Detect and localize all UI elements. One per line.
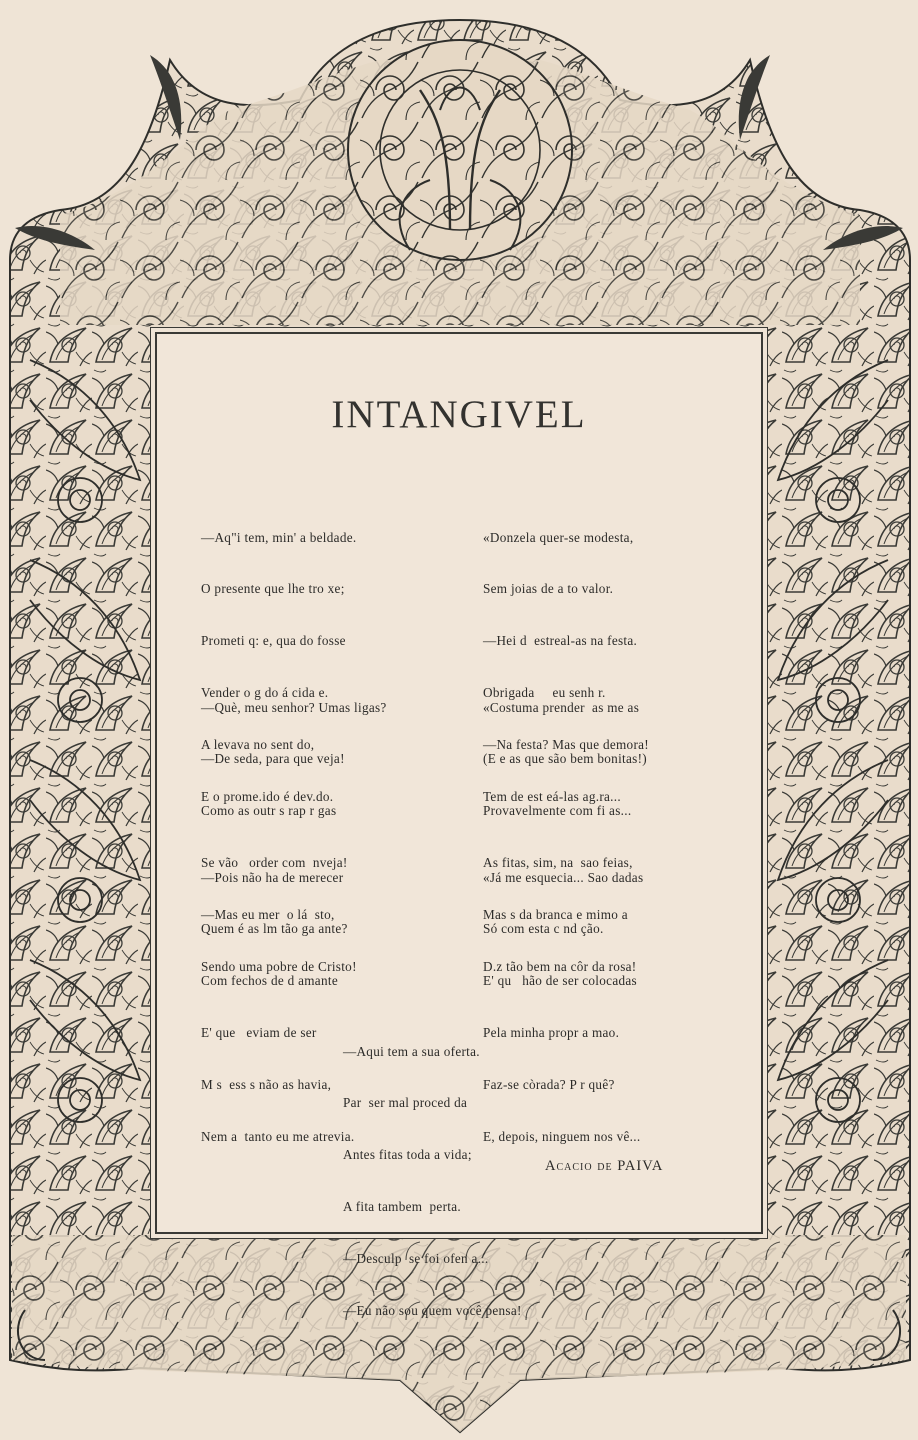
verse-line: —Na festa? Mas que demora! <box>483 737 649 753</box>
author-signature <box>545 1158 663 1175</box>
verse-line: As fitas, sim, na sao feias, <box>483 855 633 871</box>
verse-line: Faz-se còrada? P r quê? <box>483 1077 615 1093</box>
verse-line: E o prome.ido é dev.do. <box>201 789 334 805</box>
verse-line: —Què, meu senhor? Umas ligas? <box>201 699 387 715</box>
verse-line: Com fechos de d amante <box>201 973 338 989</box>
verse-line: «Costuma prender as me as <box>483 699 640 715</box>
verse-line: Como as outr s rap r gas <box>201 803 337 819</box>
verse-line: Só com esta c nd ção. <box>483 921 604 937</box>
stanza-5 <box>201 834 354 1180</box>
crest-ornament <box>348 40 572 260</box>
verse-line: —Eu não sou quem você pensa! <box>343 1303 522 1319</box>
verse-line: O presente que lhe tro xe; <box>201 581 345 597</box>
verse-line: E' qu hão de ser colocadas <box>483 973 637 989</box>
poem-panel <box>155 332 763 1319</box>
verse-line: Par ser mal proced da <box>343 1095 468 1111</box>
poem-title: INTANGIVEL <box>331 393 587 436</box>
verse-line: A fita tambem perta. <box>343 1199 461 1215</box>
verse-line: E, depois, ninguem nos vê... <box>483 1129 641 1145</box>
verse-line: Mas s da branca e mimo a <box>483 907 628 923</box>
verse-line: A levava no sent do, <box>201 737 315 753</box>
verse-line: Sendo uma pobre de Cristo! <box>201 959 357 975</box>
verse-line: «Já me esquecia... Sao dadas <box>483 869 644 885</box>
verse-line: E' que eviam de ser <box>201 1025 317 1041</box>
verse-line: Antes fitas toda a vida; <box>343 1147 472 1163</box>
verse-line: Prometi q: e, qua do fosse <box>201 633 346 649</box>
verse-line: Pela minha propr a mao. <box>483 1025 620 1041</box>
verse-line: Obrigada eu senh r. <box>483 685 606 701</box>
verse-line: «Donzela quer-se modesta, <box>483 529 634 545</box>
verse-line: —De seda, para que veja! <box>201 751 345 767</box>
verse-line: Quem é as lm tão ga ante? <box>201 921 348 937</box>
verse-line: Vender o g do á cida e. <box>201 685 329 701</box>
verse-line: Tem de est eá-las ag.ra... <box>483 789 621 805</box>
verse-line: Sem joias de a to valor. <box>483 581 614 597</box>
author-last-name: PAIVA <box>617 1158 664 1174</box>
verse-line: Nem a tanto eu me atrevia. <box>201 1129 355 1145</box>
author-connector: de <box>597 1158 613 1174</box>
verse-line: —Mas eu mer o lá sto, <box>201 907 335 923</box>
verse-line: —Aq"i tem, min' a beldade. <box>201 529 357 545</box>
verse-line: Provavelmente com fi as... <box>483 803 632 819</box>
verse-line: —Aqui tem a sua oferta. <box>343 1043 480 1059</box>
verse-line: M s ess s não as havia, <box>201 1077 332 1093</box>
verse-line: —Pois não ha de merecer <box>201 869 344 885</box>
stanza-7 <box>343 1008 522 1354</box>
verse-line: —Hei d estreal-as na festa. <box>483 633 638 649</box>
verse-line: —Desculp se foi ofen a... <box>343 1251 489 1267</box>
verse-line: Se vão order com nveja! <box>201 855 348 871</box>
verse-line: D.z tão bem na côr da rosa! <box>483 959 637 975</box>
verse-line: (E e as que são bem bonitas!) <box>483 751 647 767</box>
author-first-name: Acacio <box>545 1158 593 1174</box>
